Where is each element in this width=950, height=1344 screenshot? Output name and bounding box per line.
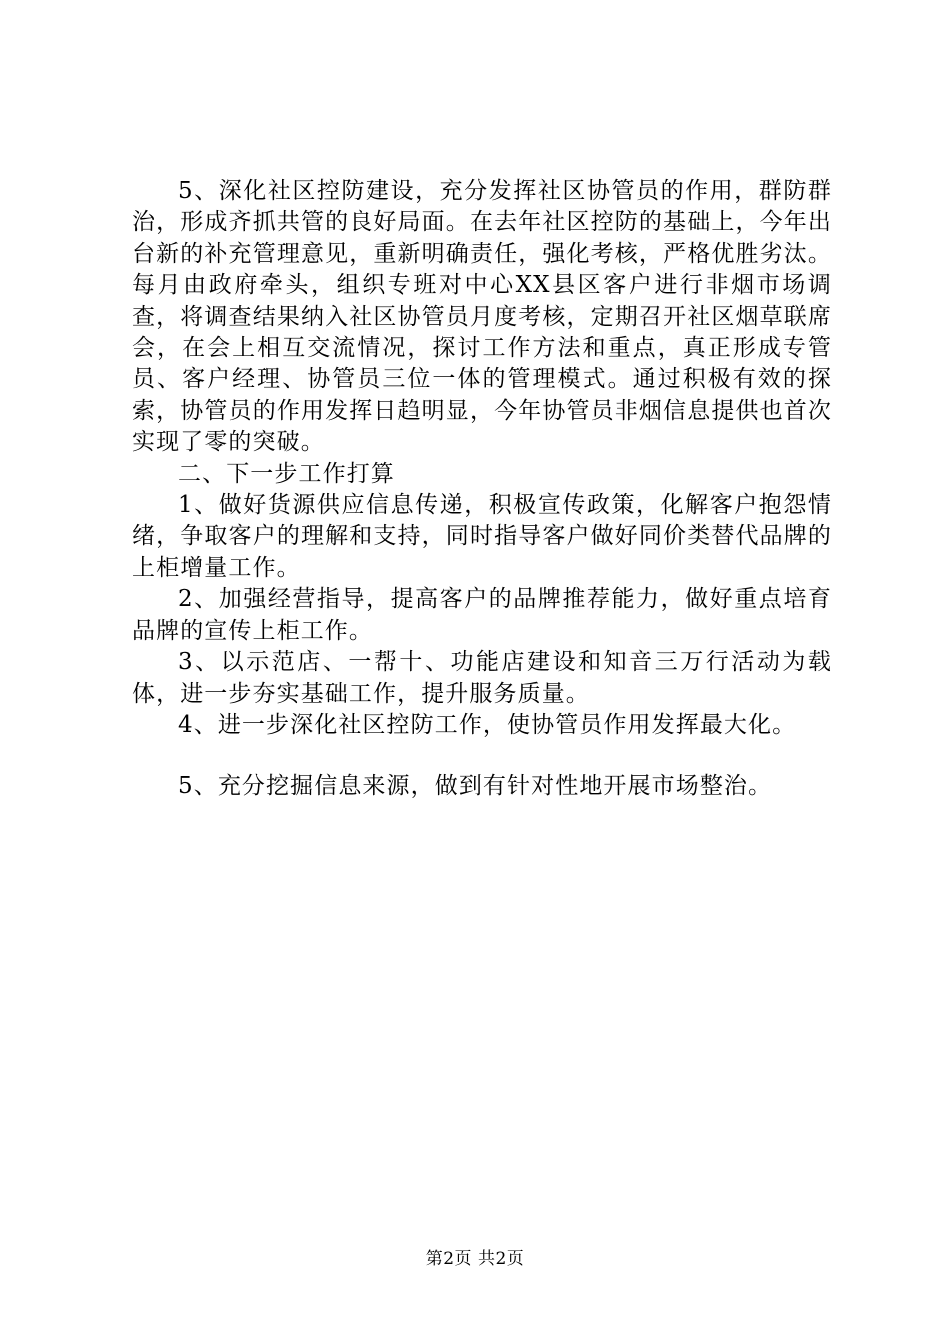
paragraph-model-store: 3、以示范店、一帮十、功能店建设和知音三万行活动为载体，进一步夯实基础工作，提升服务质量。 (132, 649, 832, 707)
paragraph-community-control: 5、深化社区控防建设，充分发挥社区协管员的作用，群防群治，形成齐抓共管的良好局面。在去年社区控防的基础上，今年出台新的补充管理意见，重新明确责任，强化考核，严格优胜劣汰。每月由政府牵头，组织专班对中心XX县区客户进行非烟市场调查，将调查结果纳入社区协管员月度考核，定期召开社区烟草联席会，在会上相互交流情况，探讨工作方法和重点，真正形成专管员、客户经理、协管员三位一体的管理模式。通过积极有效的探索，协管员的作用发挥日趋明显，今年协管员非烟信息提供也首次实现了零的突破。 (132, 178, 832, 456)
section-heading-next-steps: 二、下一步工作打算 (178, 460, 395, 487)
document-body (132, 176, 832, 803)
paragraph-market-rectification: 5、充分挖掘信息来源，做到有针对性地开展市场整治。 (178, 773, 773, 800)
paragraph-community-deepen: 4、进一步深化社区控防工作，使协管员作用发挥最大化。 (178, 711, 797, 738)
paragraph-supply-info: 1、做好货源供应信息传递，积极宣传政策，化解客户抱怨情绪，争取客户的理解和支持，同时指导客户做好同价类替代品牌的上柜增量工作。 (132, 492, 832, 581)
page-footer: 第2页 共2页 (425, 1249, 525, 1269)
paragraph-business-guidance: 2、加强经营指导，提高客户的品牌推荐能力，做好重点培育品牌的宣传上柜工作。 (132, 586, 832, 644)
